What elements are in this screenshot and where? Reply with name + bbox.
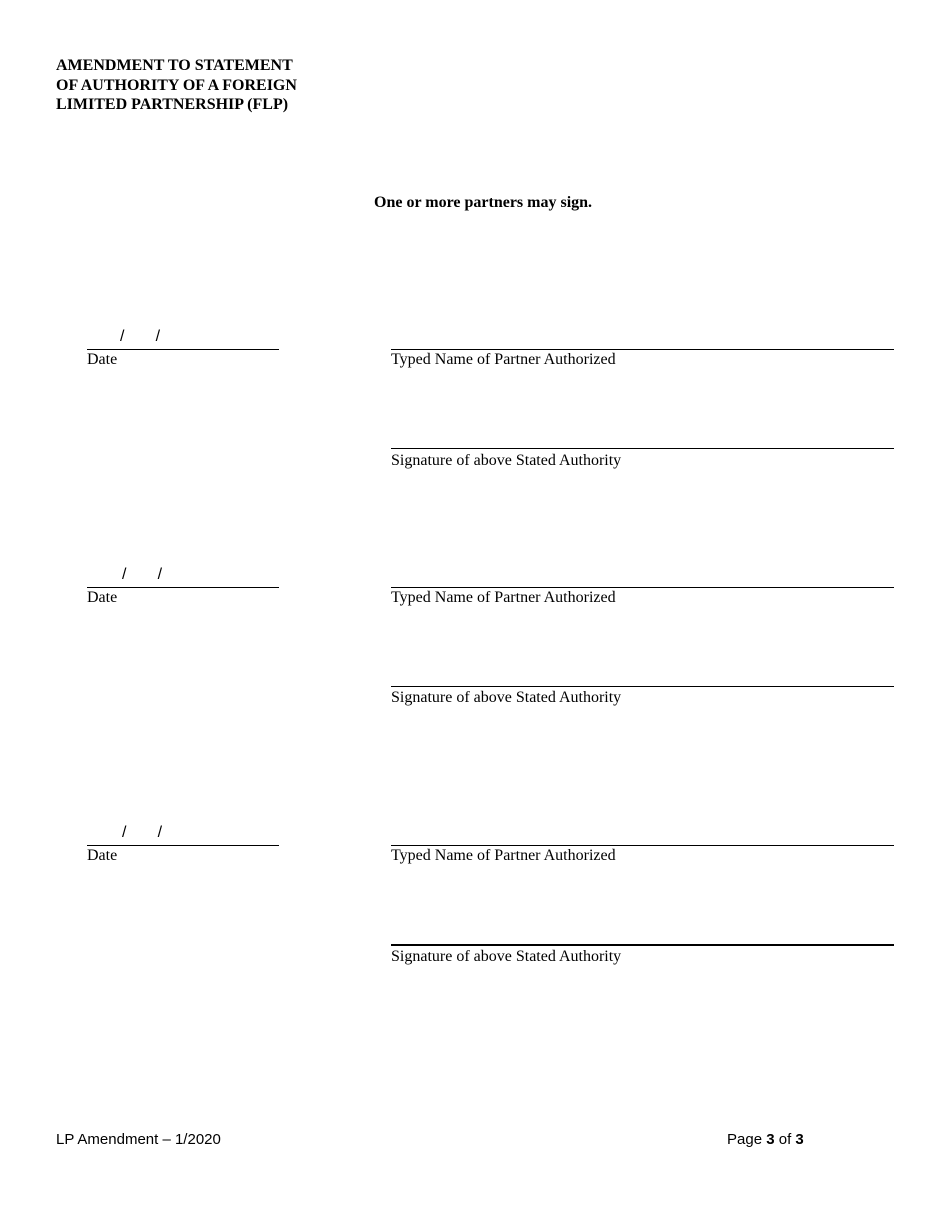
typed-name-label: Typed Name of Partner Authorized <box>391 351 616 368</box>
date-slashes: / / <box>122 824 163 841</box>
date-field[interactable] <box>87 349 279 350</box>
title-line: AMENDMENT TO STATEMENT <box>56 57 293 74</box>
typed-name-field[interactable] <box>391 349 894 350</box>
page-current: 3 <box>766 1131 775 1148</box>
signature-field[interactable] <box>391 448 894 449</box>
page-number <box>727 1131 804 1148</box>
date-slashes: / / <box>120 328 161 345</box>
date-slashes: / / <box>122 566 163 583</box>
signature-field[interactable] <box>391 944 894 946</box>
typed-name-label: Typed Name of Partner Authorized <box>391 589 616 606</box>
document-title <box>56 56 297 115</box>
typed-name-label: Typed Name of Partner Authorized <box>391 847 616 864</box>
page-total: 3 <box>795 1131 804 1148</box>
page-of: of <box>778 1131 792 1148</box>
typed-name-field[interactable] <box>391 587 894 588</box>
signature-label: Signature of above Stated Authority <box>391 948 622 965</box>
date-label: Date <box>87 589 118 606</box>
form-identifier: LP Amendment – 1/2020 <box>56 1131 221 1148</box>
instruction-text: One or more partners may sign. <box>374 194 593 211</box>
signature-label: Signature of above Stated Authority <box>391 452 622 469</box>
signature-field[interactable] <box>391 686 894 687</box>
typed-name-field[interactable] <box>391 845 894 846</box>
page-prefix: Page <box>727 1131 763 1148</box>
date-label: Date <box>87 351 118 368</box>
title-line: LIMITED PARTNERSHIP (FLP) <box>56 96 289 113</box>
date-field[interactable] <box>87 587 279 588</box>
title-line: OF AUTHORITY OF A FOREIGN <box>56 76 297 94</box>
date-field[interactable] <box>87 845 279 846</box>
signature-label: Signature of above Stated Authority <box>391 689 622 706</box>
date-label: Date <box>87 847 118 864</box>
